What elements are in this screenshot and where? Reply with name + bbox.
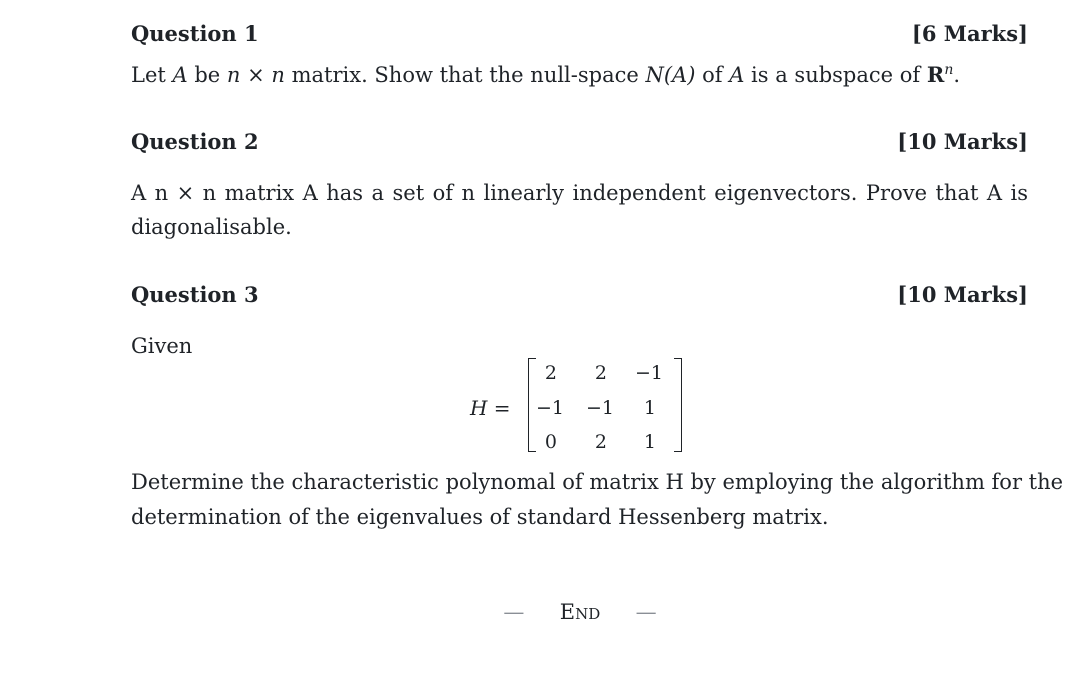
matrix-right-bracket [674,358,682,452]
question-3-header [131,282,1028,312]
q1-text-part: be [187,63,227,87]
question-1-text [131,62,960,87]
question-1-header [131,21,1028,51]
matrix-cell: −1 [585,397,614,419]
q1-symbol-n: n [271,63,285,87]
question-2-marks: [10 Marks] [897,129,1028,154]
matrix-h [470,356,690,456]
matrix-cell: 2 [594,431,607,453]
question-1-title: Question 1 [131,21,259,46]
matrix-cell: 2 [544,362,557,384]
q1-text-part: Let [131,63,173,87]
q1-symbol-A: A [729,63,745,87]
q1-text-part: is a subspace of [744,63,927,87]
q1-symbol-R: R [926,62,945,87]
question-2-header [131,129,1028,159]
question-3-given: Given [131,334,193,358]
question-2-text-line-1: A n × n matrix A has a set of n linearly independent eigenvectors. Prove that A is [131,181,1028,205]
end-label: End [559,600,601,624]
matrix-cell: 2 [594,362,607,384]
q1-symbol-NA: N(A) [645,63,696,87]
end-dash-left: — [503,600,525,624]
end-marker [0,600,1080,624]
matrix-cell: 0 [544,431,557,453]
question-3-title: Question 3 [131,282,259,307]
question-3-text-line-1: Determine the characteristic polynomal of matrix H by employing the algorithm for the [131,470,1064,494]
q1-times: × [240,63,272,87]
matrix-cell: 1 [643,397,656,419]
q1-text-part: of [695,63,730,87]
question-2-title: Question 2 [131,129,259,154]
q1-superscript-n: n [944,62,954,78]
question-1-marks: [6 Marks] [911,21,1028,46]
question-2-text-line-2: diagonalisable. [131,215,292,239]
q1-text-part: . [953,63,961,87]
question-3-marks: [10 Marks] [897,282,1028,307]
matrix-cell: 1 [643,431,656,453]
q1-symbol-n: n [226,63,241,87]
end-dash-right: — [635,600,657,624]
matrix-cell: −1 [634,362,663,384]
matrix-label: H = [470,396,511,420]
question-3-text-line-2: determination of the eigenvalues of standard Hessenberg matrix. [131,505,829,529]
q1-text-part: matrix. Show that the null-space [284,63,646,87]
matrix-cell: −1 [535,397,564,419]
q1-symbol-A: A [172,63,188,87]
